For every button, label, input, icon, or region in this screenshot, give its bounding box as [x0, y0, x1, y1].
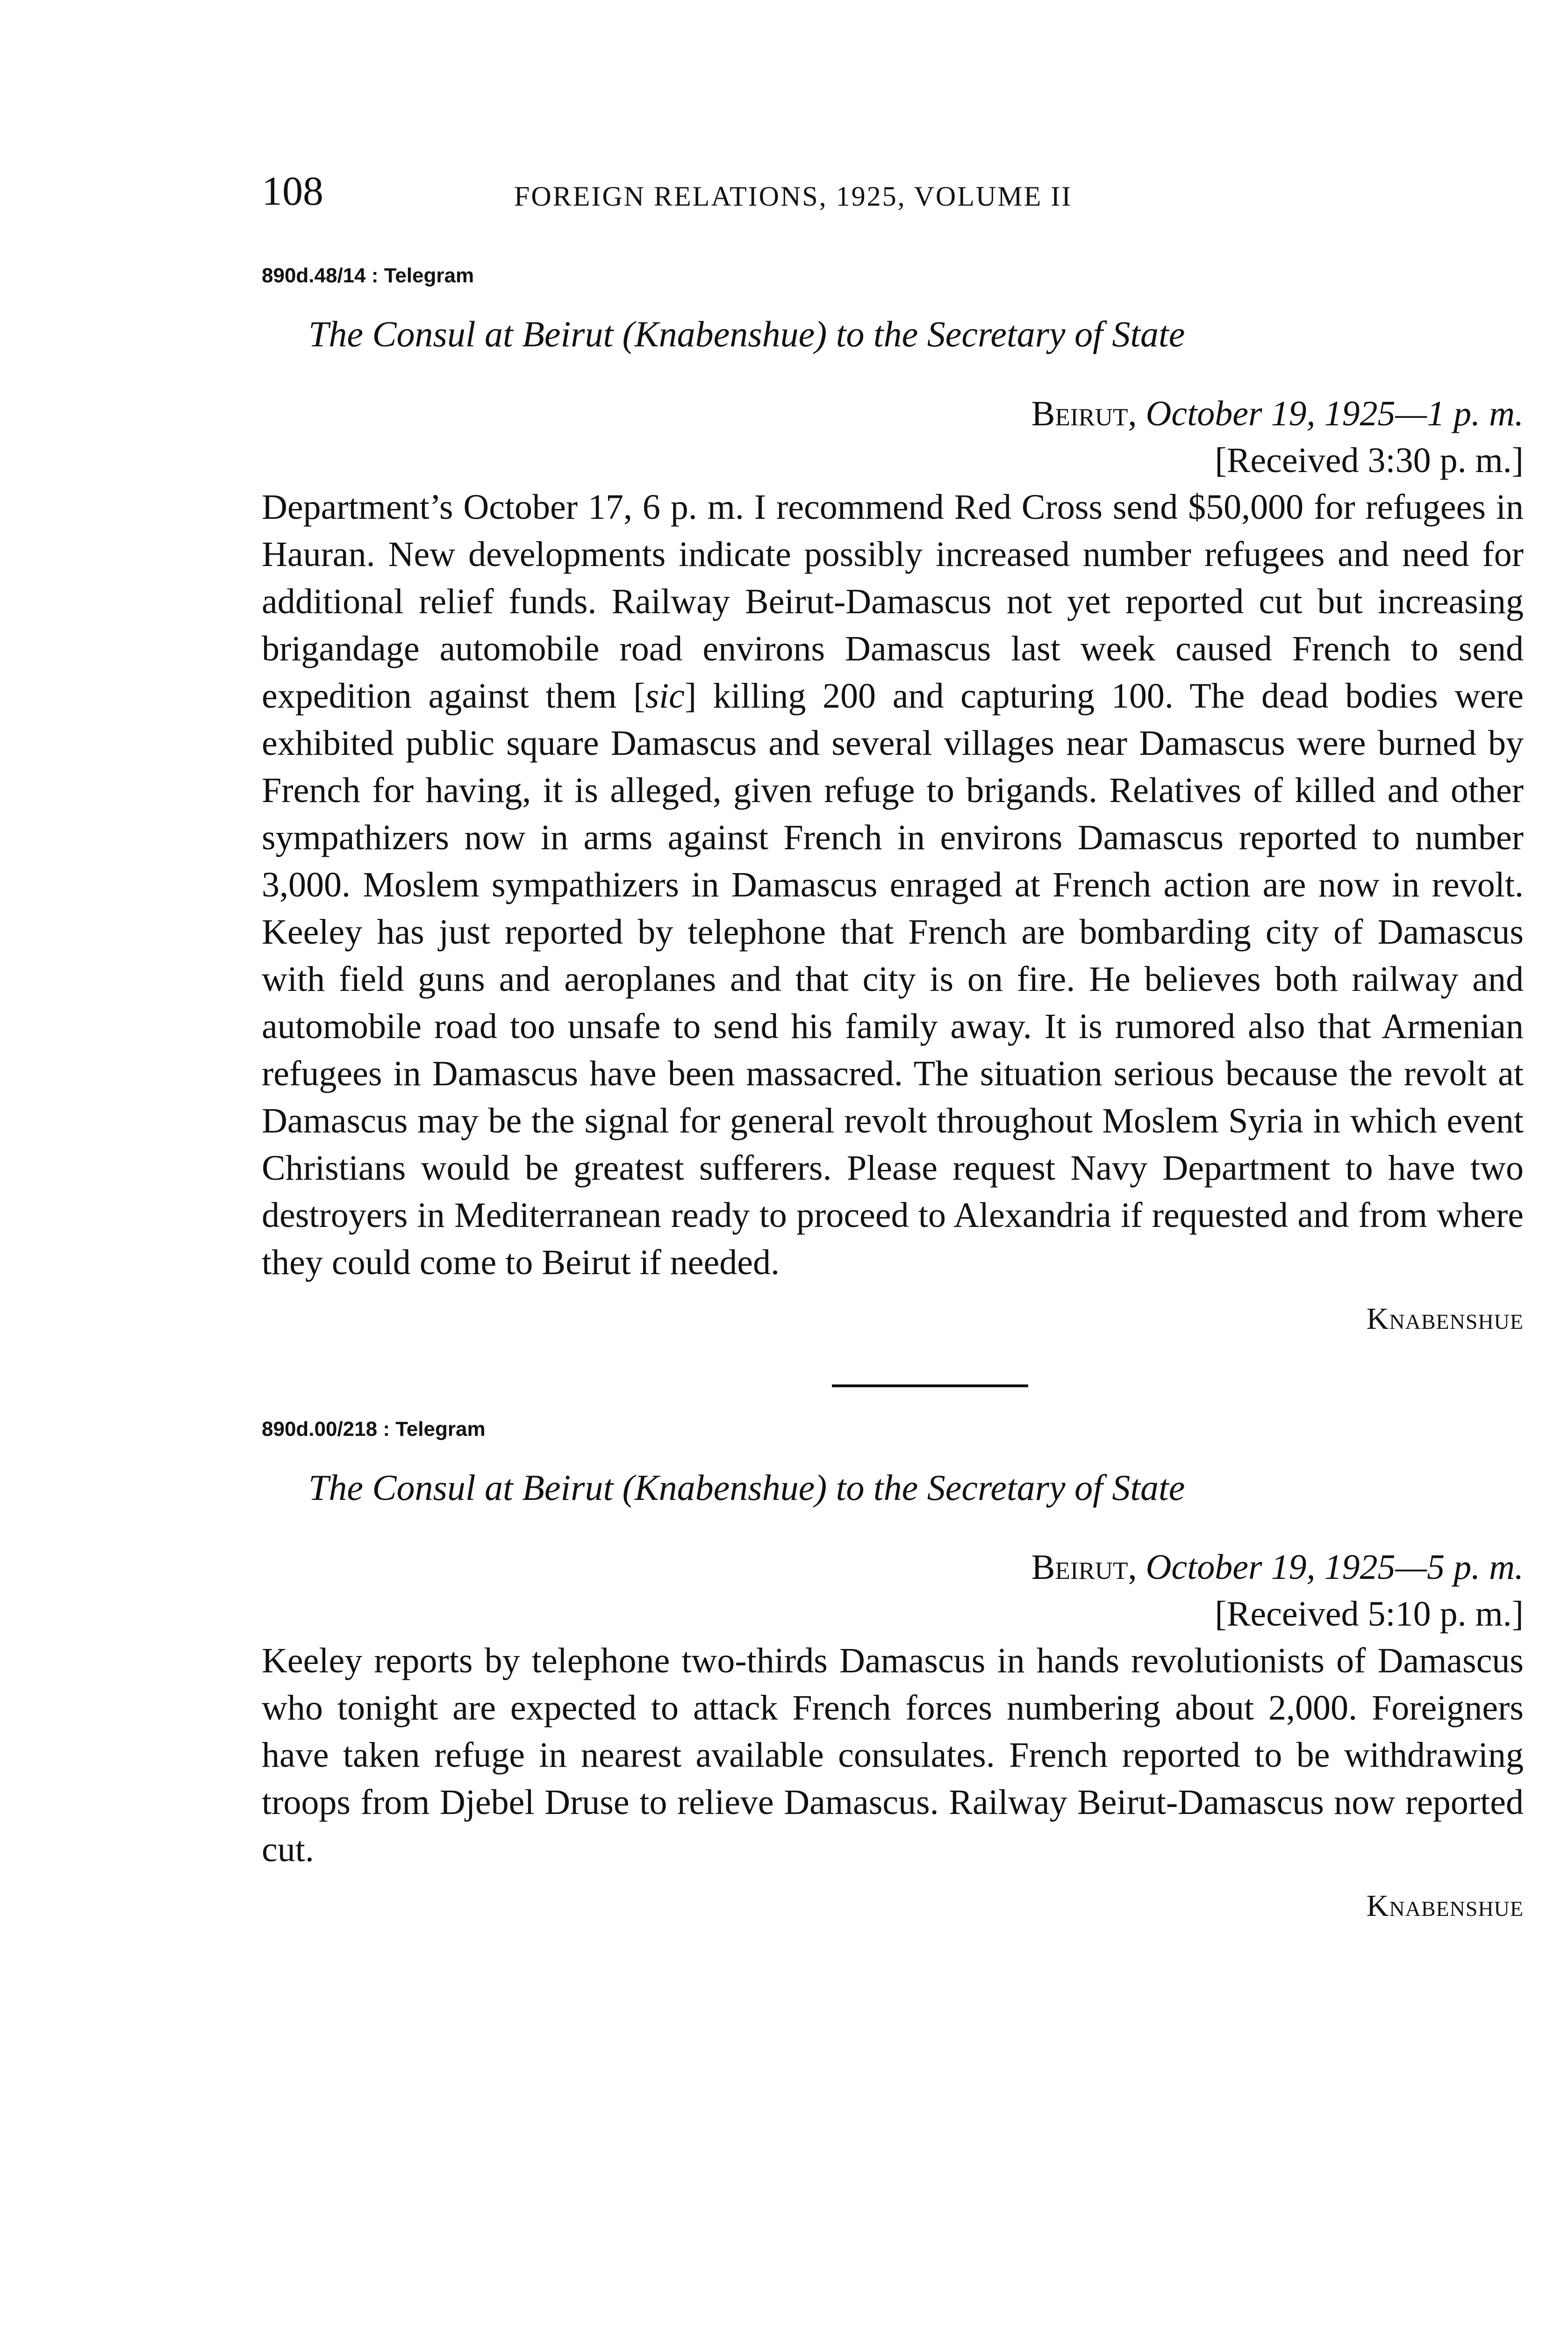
- telegram-body: [262, 484, 1524, 1286]
- body-part-1: Department’s October 17, 6 p. m. I recommend Red Cross send $50,000 for refugees in Hauran. New developments indicate possibly increased number refugees and need for additional relief funds. Railway Beirut-Damascus not yet reported cut but increasing brigandage automobile road environs Damascus last week caused French to send expedition against them [: [262, 487, 1524, 716]
- signature: Knabenshue: [1366, 1889, 1524, 1923]
- file-reference: 890d.00/218 : Telegram: [262, 1418, 486, 1441]
- telegram-2: [262, 1415, 1524, 1929]
- dateline-date: October 19, 1925—5 p. m.: [1146, 1548, 1524, 1587]
- section-divider: [832, 1384, 1028, 1387]
- page: [262, 168, 1524, 1929]
- document-title: The Consul at Beirut (Knabenshue) to the Secretary of State: [308, 1467, 1185, 1508]
- signature: Knabenshue: [1366, 1302, 1524, 1336]
- document-title: The Consul at Beirut (Knabenshue) to the Secretary of State: [308, 314, 1185, 354]
- dateline-date: October 19, 1925—1 p. m.: [1146, 394, 1524, 433]
- body-part-2: ] killing 200 and capturing 100. The dead bodies were exhibited public square Damascus and several villages near Damascus were burned by French for having, it is alleged, given refuge to brigands. Relatives of killed and other sympathizers now in arms against French in environs Damascus reported to number 3,000. Moslem sympathizers in Damascus enraged at French action are now in revolt. Keeley has just reported by telephone that French are bombarding city of Damascus with field guns and aeroplanes and that city is on fire. He believes both railway and automobile road too unsafe to send his family away. It is rumored also that Armenian refugees in Damascus have been massacred. The situation serious because the revolt at Damascus may be the signal for general revolt throughout Moslem Syria in which event Christians would be greatest sufferers. Please request Navy Department to have two destroyers in Mediterranean ready to proceed to Alexandria if requested and from where they could come to Beirut if needed.: [262, 676, 1524, 1282]
- file-reference: 890d.48/14 : Telegram: [262, 264, 474, 287]
- received-time: [Received 5:10 p. m.]: [1215, 1594, 1524, 1634]
- telegram-body: Keeley reports by telephone two-thirds Damascus in hands revolutionists of Damascus who tonight are expected to attack French forces numbering about 2,000. Foreigners have taken refuge in nearest available consulates. French reported to be withdrawing troops from Djebel Druse to relieve Damascus. Railway Beirut-Damascus now reported cut.: [262, 1641, 1524, 1869]
- dateline: [262, 1544, 1524, 1591]
- running-title: FOREIGN RELATIONS, 1925, VOLUME II: [514, 181, 1073, 212]
- running-head: [262, 168, 1524, 229]
- dateline: [262, 390, 1524, 437]
- dateline-place: Beirut,: [1031, 394, 1137, 433]
- received-time: [Received 3:30 p. m.]: [1215, 441, 1524, 480]
- sic-note: sic: [645, 676, 685, 716]
- telegram-1: [262, 262, 1524, 1342]
- dateline-place: Beirut,: [1031, 1548, 1137, 1587]
- page-number: 108: [262, 169, 323, 214]
